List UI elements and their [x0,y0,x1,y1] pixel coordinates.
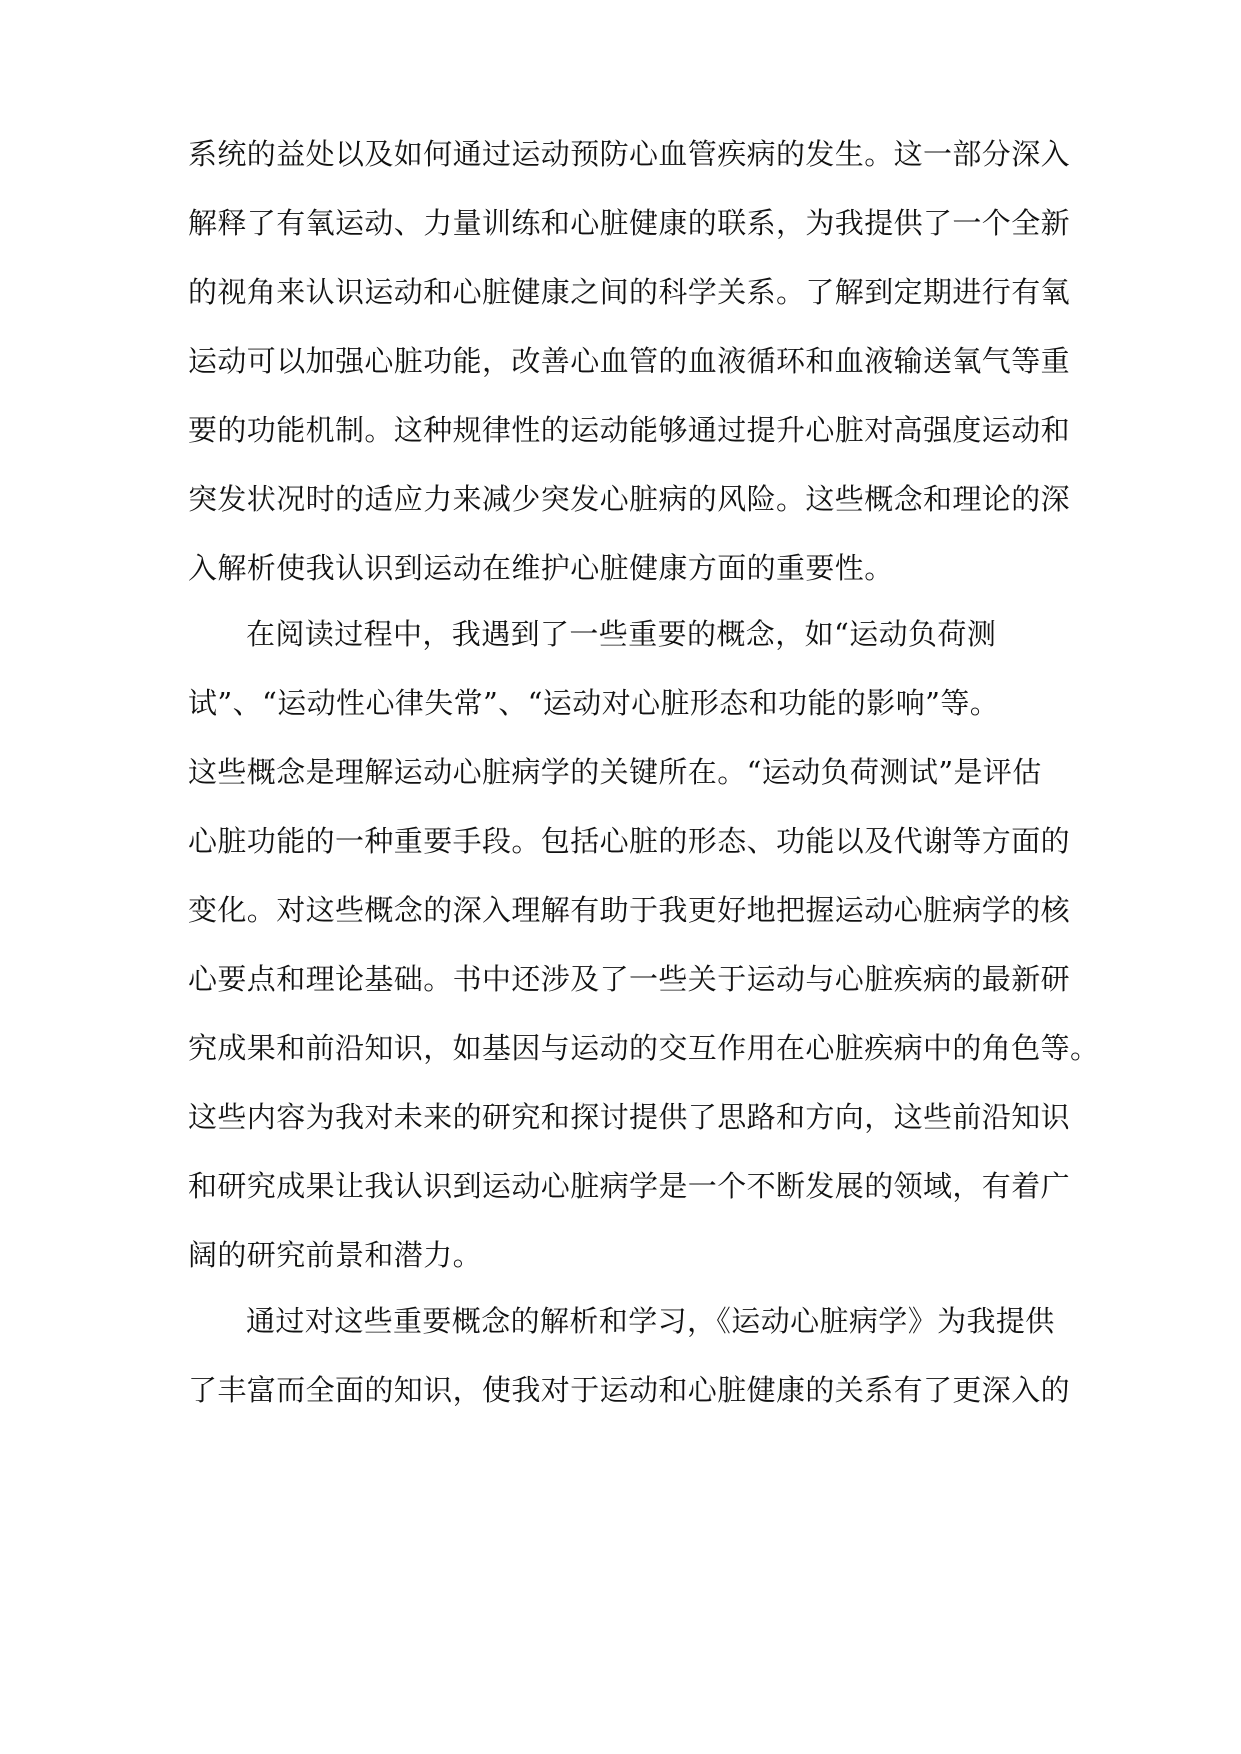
text-line-19: 了丰富而全面的知识，使我对于运动和心脏健康的关系有了更深入的 [188,1373,1071,1407]
text-line-8: 在阅读过程中，我遇到了一些重要的概念，如“运动负荷测 [246,617,997,651]
text-line-12: 变化。对这些概念的深入理解有助于我更好地把握运动心脏病学的核 [188,893,1071,927]
text-line-11: 心脏功能的一种重要手段。包括心脏的形态、功能以及代谢等方面的 [188,824,1071,858]
text-line-16: 和研究成果让我认识到运动心脏病学是一个不断发展的领域，有着广 [188,1169,1071,1203]
text-line-7: 入解析使我认识到运动在维护心脏健康方面的重要性。 [188,551,894,585]
text-line-6: 突发状况时的适应力来减少突发心脏病的风险。这些概念和理论的深 [188,482,1071,516]
text-line-5: 要的功能机制。这种规律性的运动能够通过提升心脏对高强度运动和 [188,413,1071,447]
text-line-2: 解释了有氧运动、力量训练和心脏健康的联系，为我提供了一个全新 [188,206,1071,240]
text-line-1: 系统的益处以及如何通过运动预防心血管疾病的发生。这一部分深入 [188,137,1071,171]
text-line-14: 究成果和前沿知识，如基因与运动的交互作用在心脏疾病中的角色等。 [188,1031,1100,1065]
text-line-3: 的视角来认识运动和心脏健康之间的科学关系。了解到定期进行有氧 [188,275,1071,309]
text-line-18: 通过对这些重要概念的解析和学习，《运动心脏病学》为我提供 [246,1304,1055,1338]
text-line-10: 这些概念是理解运动心脏病学的关键所在。“运动负荷测试”是评估 [188,755,1042,789]
text-line-4: 运动可以加强心脏功能，改善心血管的血液循环和血液输送氧气等重 [188,344,1071,378]
text-line-15: 这些内容为我对未来的研究和探讨提供了思路和方向，这些前沿知识 [188,1100,1071,1134]
text-line-17: 阔的研究前景和潜力。 [188,1238,483,1272]
text-line-9: 试”、“运动性心律失常”、“运动对心脏形态和功能的影响”等。 [188,686,1000,720]
text-line-13: 心要点和理论基础。书中还涉及了一些关于运动与心脏疾病的最新研 [188,962,1071,996]
